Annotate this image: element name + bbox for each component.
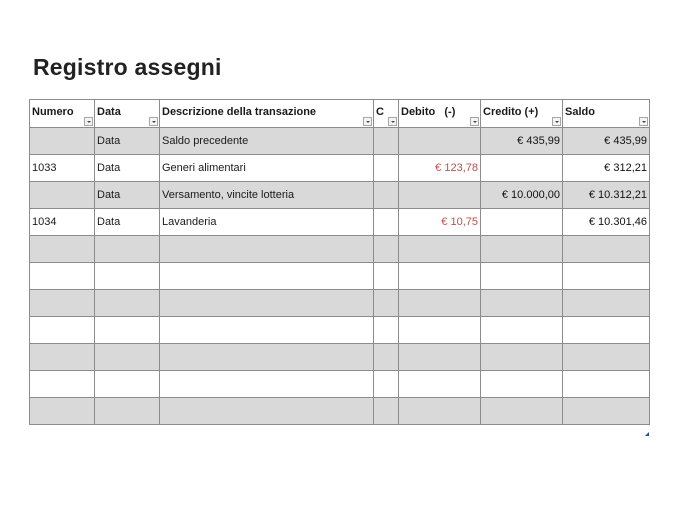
cell-data[interactable] xyxy=(95,344,160,371)
cell-debito[interactable] xyxy=(399,317,481,344)
table-row xyxy=(30,128,650,155)
cell-descrizione[interactable]: Generi alimentari xyxy=(160,155,374,182)
header-credito xyxy=(481,100,563,128)
cell-numero[interactable] xyxy=(30,398,95,425)
cell-c[interactable] xyxy=(374,344,399,371)
cell-descrizione[interactable] xyxy=(160,317,374,344)
cell-c[interactable] xyxy=(374,209,399,236)
table-row xyxy=(30,317,650,344)
header-row xyxy=(30,100,650,128)
header-label: Credito (+) xyxy=(483,106,539,118)
header-label: Saldo xyxy=(565,106,595,118)
cell-saldo[interactable]: € 10.312,21 xyxy=(563,182,650,209)
cell-saldo[interactable] xyxy=(563,398,650,425)
cell-debito[interactable]: € 10,75 xyxy=(399,209,481,236)
cell-debito[interactable] xyxy=(399,263,481,290)
cell-descrizione[interactable] xyxy=(160,344,374,371)
cell-descrizione[interactable]: Versamento, vincite lotteria xyxy=(160,182,374,209)
cell-c[interactable] xyxy=(374,182,399,209)
filter-dropdown-icon[interactable] xyxy=(84,117,93,126)
cell-debito[interactable] xyxy=(399,290,481,317)
cell-data[interactable]: Data xyxy=(95,155,160,182)
cell-data[interactable] xyxy=(95,317,160,344)
cell-credito[interactable] xyxy=(481,290,563,317)
header-saldo xyxy=(563,100,650,128)
table-row xyxy=(30,182,650,209)
cell-numero[interactable]: 1033 xyxy=(30,155,95,182)
cell-debito[interactable] xyxy=(399,182,481,209)
filter-dropdown-icon[interactable] xyxy=(639,117,648,126)
cell-numero[interactable] xyxy=(30,290,95,317)
header-descrizione xyxy=(160,100,374,128)
cell-data[interactable] xyxy=(95,236,160,263)
cell-c[interactable] xyxy=(374,398,399,425)
table-resize-handle[interactable] xyxy=(645,432,649,436)
filter-dropdown-icon[interactable] xyxy=(363,117,372,126)
cell-debito[interactable] xyxy=(399,371,481,398)
header-numero xyxy=(30,100,95,128)
cell-saldo[interactable] xyxy=(563,344,650,371)
cell-descrizione[interactable] xyxy=(160,398,374,425)
table-row xyxy=(30,344,650,371)
cell-credito[interactable] xyxy=(481,155,563,182)
cell-numero[interactable] xyxy=(30,344,95,371)
table-row xyxy=(30,209,650,236)
cell-debito[interactable] xyxy=(399,398,481,425)
cell-data[interactable] xyxy=(95,290,160,317)
cell-c[interactable] xyxy=(374,317,399,344)
header-label: Numero xyxy=(32,106,74,118)
cell-data[interactable]: Data xyxy=(95,128,160,155)
cell-c[interactable] xyxy=(374,128,399,155)
cell-descrizione[interactable]: Lavanderia xyxy=(160,209,374,236)
cell-saldo[interactable]: € 312,21 xyxy=(563,155,650,182)
table-row xyxy=(30,263,650,290)
cell-numero[interactable] xyxy=(30,236,95,263)
cell-data[interactable] xyxy=(95,263,160,290)
cell-saldo[interactable] xyxy=(563,317,650,344)
cell-data[interactable]: Data xyxy=(95,182,160,209)
cell-numero[interactable] xyxy=(30,128,95,155)
cell-numero[interactable] xyxy=(30,317,95,344)
cell-saldo[interactable]: € 435,99 xyxy=(563,128,650,155)
cell-credito[interactable] xyxy=(481,209,563,236)
header-label: Data xyxy=(97,106,121,118)
cell-credito[interactable] xyxy=(481,344,563,371)
cell-data[interactable] xyxy=(95,398,160,425)
cell-c[interactable] xyxy=(374,371,399,398)
filter-dropdown-icon[interactable] xyxy=(552,117,561,126)
header-c xyxy=(374,100,399,128)
header-label: Descrizione della transazione xyxy=(162,106,317,118)
register-body xyxy=(30,128,650,425)
filter-dropdown-icon[interactable] xyxy=(388,117,397,126)
cell-numero[interactable] xyxy=(30,182,95,209)
cell-saldo[interactable] xyxy=(563,290,650,317)
table-row xyxy=(30,290,650,317)
cell-saldo[interactable] xyxy=(563,236,650,263)
cell-saldo[interactable] xyxy=(563,371,650,398)
cell-c[interactable] xyxy=(374,290,399,317)
header-data xyxy=(95,100,160,128)
cell-debito[interactable] xyxy=(399,128,481,155)
cell-descrizione[interactable]: Saldo precedente xyxy=(160,128,374,155)
cell-credito[interactable]: € 10.000,00 xyxy=(481,182,563,209)
cell-saldo[interactable]: € 10.301,46 xyxy=(563,209,650,236)
cell-debito[interactable]: € 123,78 xyxy=(399,155,481,182)
table-row xyxy=(30,371,650,398)
cell-c[interactable] xyxy=(374,236,399,263)
filter-dropdown-icon[interactable] xyxy=(470,117,479,126)
cell-descrizione[interactable] xyxy=(160,236,374,263)
table-row xyxy=(30,236,650,263)
cell-debito[interactable] xyxy=(399,344,481,371)
cell-descrizione[interactable] xyxy=(160,290,374,317)
cell-numero[interactable]: 1034 xyxy=(30,209,95,236)
cell-numero[interactable] xyxy=(30,371,95,398)
cell-credito[interactable] xyxy=(481,236,563,263)
cell-credito[interactable] xyxy=(481,371,563,398)
cell-saldo[interactable] xyxy=(563,263,650,290)
cell-data[interactable] xyxy=(95,371,160,398)
header-debito xyxy=(399,100,481,128)
filter-dropdown-icon[interactable] xyxy=(149,117,158,126)
cell-credito[interactable]: € 435,99 xyxy=(481,128,563,155)
cell-numero[interactable] xyxy=(30,263,95,290)
cell-credito[interactable] xyxy=(481,263,563,290)
page-title: Registro assegni xyxy=(33,54,222,80)
header-label: C xyxy=(376,106,384,118)
cell-data[interactable]: Data xyxy=(95,209,160,236)
cell-descrizione[interactable] xyxy=(160,371,374,398)
cell-debito[interactable] xyxy=(399,236,481,263)
cell-c[interactable] xyxy=(374,263,399,290)
table-row xyxy=(30,155,650,182)
table-row xyxy=(30,398,650,425)
cell-c[interactable] xyxy=(374,155,399,182)
cell-credito[interactable] xyxy=(481,317,563,344)
header-label: Debito (-) xyxy=(401,106,456,118)
check-register-table xyxy=(29,99,650,425)
cell-descrizione[interactable] xyxy=(160,263,374,290)
cell-credito[interactable] xyxy=(481,398,563,425)
